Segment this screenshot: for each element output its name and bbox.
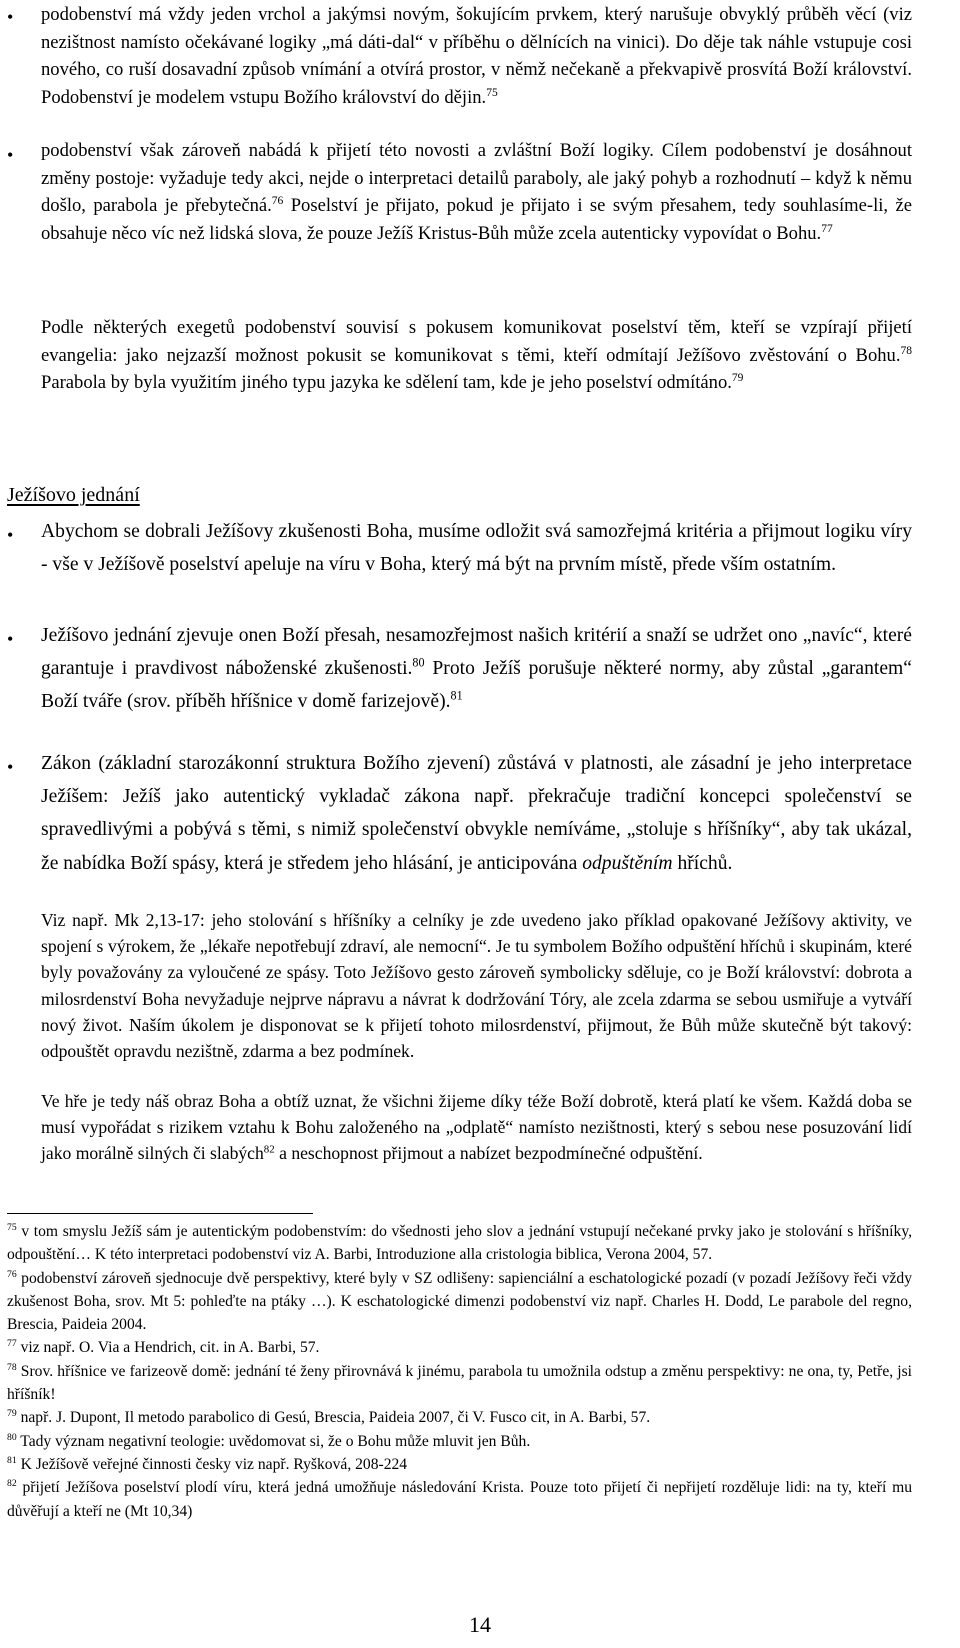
footnote-ref[interactable]: 81	[450, 688, 463, 703]
footnotes	[7, 1220, 912, 1523]
bullet-marker: •	[7, 629, 14, 649]
intro-paragraph	[41, 314, 912, 397]
footnote-number: 79	[7, 1408, 17, 1420]
example-paragraph-2	[41, 1088, 912, 1167]
bullet-marker: •	[7, 7, 14, 27]
main-bullet-2-text-b: Proto Ježíš porušuje některé normy, aby zůstal „garantem“ Boží tváře (srov. příběh hříšnice v domě farizejově).	[41, 658, 912, 713]
example-paragraph-1	[41, 907, 912, 1064]
footnote-text: viz např. O. Via a Hendrich, cit. in A. Barbi, 57.	[20, 1339, 320, 1357]
footnote-ref[interactable]: 75	[486, 86, 498, 99]
footnote-text: Srov. hříšnice ve farizeově domě: jednání té ženy přirovnává k jinému, parabola tu umožnila odstup a změnu perspektivy: ne ona, ty, Petře, jsi hříšník!	[7, 1362, 912, 1404]
intro-bullet-2	[41, 137, 912, 247]
footnote-text: podobenství zároveň sjednocuje dvě perspektivy, které byly v SZ odlišeny: sapienciální a eschatologické pozadí (v pozadí Ježíšovy řeči vždy zkušenost Boha, srov. Mt 5: pohleďte na ptáky …). K eschatologické dimenzi podobenství viz např. Charles H. Dodd, Le parabole del regno, Brescia, Paideia 2004.	[7, 1269, 913, 1334]
intro-bullet-2-text-a: podobenství však zároveň nabádá k přijetí této novosti a zvláštní Boží logiky. Cílem podobenství je dosáhnout změny postoje: vyžaduje tedy akci, nejde o interpretaci detailů paraboly, ale jaký pohyb a rozhodnutí – když k němu došlo, parabola je přebytečná.	[41, 140, 912, 217]
footnote-number: 80	[7, 1431, 17, 1443]
footnote-78	[7, 1360, 912, 1407]
main-bullet-3-text-b: hříchů.	[677, 852, 733, 874]
footnote-ref[interactable]: 80	[412, 655, 425, 670]
footnote-80	[7, 1430, 912, 1453]
footnote-number: 81	[7, 1454, 17, 1466]
main-bullet-3-italic: odpuštěním	[582, 852, 673, 874]
footnote-number: 76	[7, 1268, 17, 1280]
main-bullet-3	[41, 747, 912, 880]
main-bullet-2-text-a: Ježíšovo jednání zjevuje onen Boží přesah, nesamozřejmost našich kritérií a snaží se udržet ono „navíc“, které garantuje i pravdivost náboženské zkušenosti.	[41, 625, 912, 680]
example-paragraph-1-text: Viz např. Mk 2,13-17: jeho stolování s hříšníky a celníky je zde uvedeno jako příklad opakované Ježíšovy aktivity, ve spojení s výrokem, že „lékaře nepotřebují zdraví, ale nemocní“. Je tu symbolem Božího odpuštění hříchů i skupinám, které byly považovány za vyloučené ze spásy. Toto Ježíšovo gesto zároveň symbolicky sděluje, co je Boží království: dobrota a milosrdenství Boha nevyžaduje nejprve nápravu a návrat k dodržování Tóry, ale zcela zdarma se sebou usmiřuje a vytváří nový život. Naším úkolem je disponovat se k přijetí tohoto milosrdenství, přijmout, že Bůh může skutečně být takový: odpouštět opravdu nezištně, zdarma a bez podmínek.	[41, 910, 912, 1062]
example-paragraph-2-text-a: Ve hře je tedy náš obraz Boha a obtíž uznat, že všichni žijeme díky téže Boží dobrotě, která platí ke všem. Každá doba se musí vypořádat s rizikem vztahu k Bohu založeného na „odplatě“ namísto nezištnosti, který s sebou nese posuzování lidí jako morálně silných či slabých	[41, 1091, 912, 1164]
footnote-number: 78	[7, 1361, 17, 1373]
bullet-marker: •	[7, 525, 14, 545]
bullet-marker: •	[7, 145, 14, 165]
footnote-ref[interactable]: 79	[731, 372, 744, 385]
footnote-ref[interactable]: 76	[271, 195, 284, 208]
intro-bullet-1	[41, 1, 912, 111]
footnote-number: 77	[7, 1338, 17, 1350]
footnote-text: v tom smyslu Ježíš sám je autentickým podobenstvím: do všednosti jeho slov a jednání vstupují nečekané prvky jako je stolování s hříšníky, odpouštění… K této interpretaci podobenství viz A. Barbi, Introduzione alla cristologia biblica, Verona 2004, 57.	[7, 1223, 912, 1264]
footnote-ref[interactable]: 77	[821, 222, 833, 235]
footnote-text: K Ježíšově veřejné činnosti česky viz např. Ryšková, 208-224	[20, 1455, 408, 1473]
main-bullet-1-text: Abychom se dobrali Ježíšovy zkušenosti Boha, musíme odložit svá samozřejmá kritéria a přijmout logiku víry - vše v Ježíšově poselství apeluje na víru v Boha, který má být na prvním místě, přede vším ostatním.	[41, 521, 912, 576]
main-bullet-2	[41, 619, 912, 719]
page-number: 14	[469, 1612, 491, 1637]
bullet-marker: •	[7, 757, 14, 777]
footnote-82	[7, 1476, 912, 1523]
footnote-ref[interactable]: 82	[263, 1143, 275, 1156]
footnote-76	[7, 1267, 912, 1337]
footnote-number: 82	[7, 1478, 17, 1490]
intro-paragraph-text-a: Podle některých exegetů podobenství souvisí s pokusem komunikovat poselství těm, kteří se vzpírají přijetí evangelia: jako nejzazší možnost pokusit se komunikovat s těmi, kteří odmítají Ježíšovo zvěstování o Bohu.	[41, 317, 912, 366]
footnote-77	[7, 1336, 912, 1359]
footnote-ref[interactable]: 78	[900, 344, 912, 357]
footnote-number: 75	[7, 1222, 17, 1234]
section-heading: Ježíšovo jednání	[7, 484, 140, 506]
footnote-text: např. J. Dupont, Il metodo parabolico di Gesú, Brescia, Paideia 2007, či V. Fusco cit, in A. Barbi, 57.	[20, 1409, 651, 1427]
intro-bullet-2-text-b: Poselství je přijato, pokud je přijato i se svým přesahem, tedy souhlasíme-li, že obsahuje něco víc než lidská slova, že pouze Ježíš Kristus-Bůh může zcela autenticky vypovídat o Bohu.	[41, 195, 912, 244]
intro-bullet-1-text: podobenství má vždy jeden vrchol a jakýmsi novým, šokujícím prvkem, který narušuje obvyklý průběh věcí (viz nezištnost namísto očekávané logiky „má dáti-dal“ v příběhu o dělnících na vinici). Do děje tak náhle vstupuje cosi nového, co ruší dosavadní způsob vnímání a otvírá prostor, v němž nečekaně a překvapivě prosvítá Boží království. Podobenství je modelem vstupu Božího království do dějin.	[41, 4, 912, 108]
example-paragraph-2-text-b: a neschopnost přijmout a nabízet bezpodmínečné odpuštění.	[279, 1143, 703, 1164]
main-bullet-3-text-a: Zákon (základní starozákonní struktura Božího zjevení) zůstává v platnosti, ale zásadní je jeho interpretace Ježíšem: Ježíš jako autentický vykladač zákona např. překračuje tradiční koncepci společenství se spravedlivými a pobývá s těmi, s nimiž společenství obvykle nemíváme, „stoluje s hříšníky“, aby tak ukázal, že nabídka Boží spásy, která je středem jeho hlásání, je anticipována	[41, 753, 912, 874]
footnote-text: Tady význam negativní teologie: uvědomovat si, že o Bohu může mluvit jen Bůh.	[20, 1432, 531, 1450]
footnote-81	[7, 1453, 912, 1476]
main-bullet-1	[41, 515, 912, 581]
footnote-text: přijetí Ježíšova poselství plodí víru, která jedná umožňuje následování Krista. Pouze toto přijetí či nepřijetí rozděluje lidi: na ty, kteří mu důvěřují a kteří ne (Mt 10,34)	[7, 1479, 912, 1520]
footnote-75	[7, 1220, 912, 1267]
footnote-separator	[7, 1213, 313, 1214]
intro-paragraph-text-b: Parabola by byla využitím jiného typu jazyka ke sdělení tam, kde je jeho poselství odmítáno.	[41, 372, 732, 394]
footnote-79	[7, 1406, 912, 1429]
